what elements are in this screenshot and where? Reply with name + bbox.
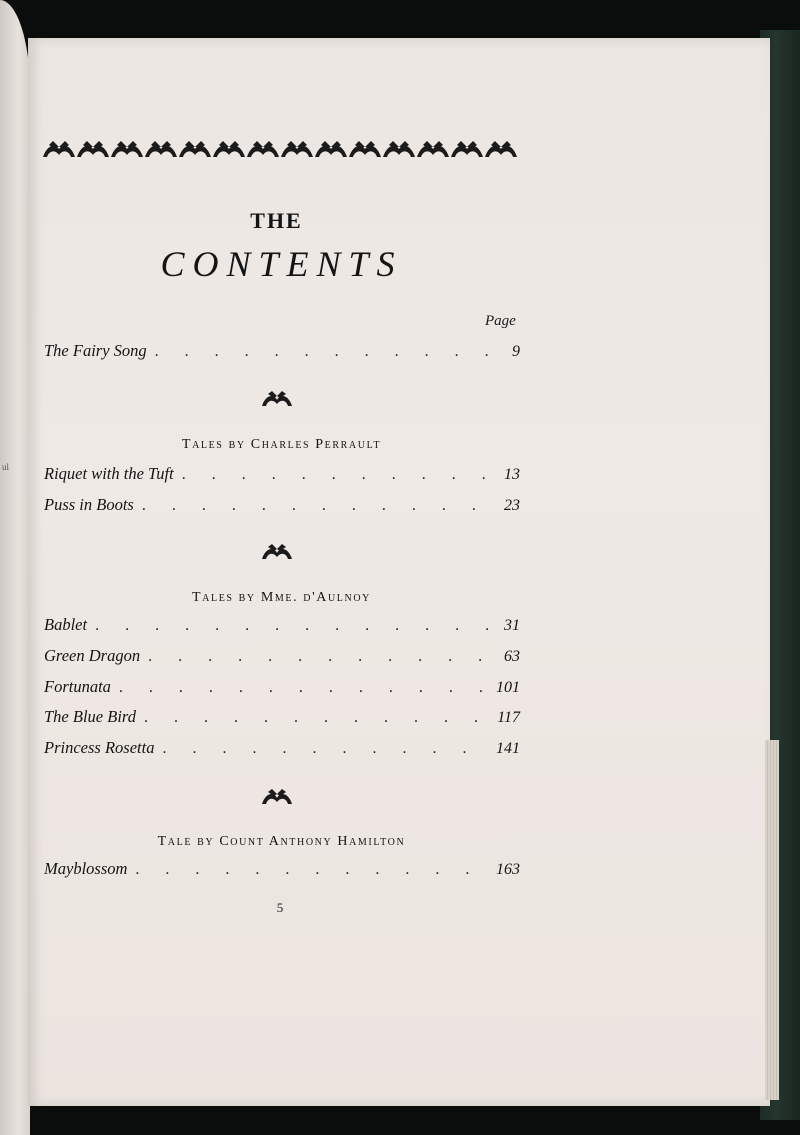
- page-folio-number: 5: [276, 900, 284, 915]
- contents-entry: [44, 738, 520, 764]
- entry-title: Green Dragon: [44, 646, 141, 665]
- border-ornament-motif: [281, 141, 313, 157]
- page-column-label: Page: [485, 313, 516, 329]
- border-ornament-motif: [485, 141, 517, 157]
- border-ornament-motif: [247, 141, 279, 157]
- dot-leader: [119, 679, 488, 697]
- border-ornament-motif: [43, 141, 75, 157]
- section-heading-aulnoy: Tales by Mme. d'Aulnoy: [192, 590, 371, 605]
- contents-entry: [44, 341, 520, 367]
- border-ornament-motif: [383, 141, 415, 157]
- entry-title: The Blue Bird: [44, 707, 136, 726]
- dot-leader: [135, 861, 488, 879]
- entry-title: Bablet: [44, 615, 88, 634]
- entry-page-number: 101: [496, 679, 520, 696]
- contents-entry: [44, 615, 520, 641]
- section-heading-perrault: Tales by Charles Perrault: [181, 437, 382, 452]
- contents-entry: [44, 707, 520, 733]
- dot-leader: [148, 648, 496, 666]
- contents-entry: [44, 859, 520, 885]
- entry-title: Princess Rosetta: [44, 738, 155, 757]
- dot-leader: [155, 343, 504, 361]
- entry-page-number: 13: [504, 466, 520, 483]
- border-ornament-motif: [417, 141, 449, 157]
- border-ornament-motif: [179, 141, 211, 157]
- dot-leader: [182, 466, 496, 484]
- border-ornament-motif: [451, 141, 483, 157]
- facing-page-mark: ul: [2, 462, 10, 472]
- contents-entry: [44, 495, 520, 521]
- contents-entry: [44, 677, 520, 703]
- border-ornament-motif: [145, 141, 177, 157]
- entry-title: Mayblossom: [44, 859, 128, 878]
- contents-page: [28, 38, 770, 1106]
- border-ornament-motif: [349, 141, 381, 157]
- entry-page-number: 31: [504, 617, 520, 634]
- entry-page-number: 63: [504, 648, 520, 665]
- border-ornament-motif: [213, 141, 245, 157]
- fleuron-icon: [260, 543, 294, 561]
- contents-entry: [44, 646, 520, 672]
- dot-leader: [162, 740, 488, 758]
- entry-title: Puss in Boots: [44, 495, 134, 514]
- contents-heading-the: THE: [250, 208, 303, 233]
- dot-leader: [95, 617, 496, 635]
- facing-page-edge: [0, 0, 30, 1135]
- contents-heading: CONTENTS: [160, 244, 403, 284]
- entry-title: The Fairy Song: [44, 341, 147, 360]
- section-heading-hamilton: Tale by Count Anthony Hamilton: [157, 834, 406, 849]
- entry-page-number: 117: [497, 709, 520, 726]
- entry-page-number: 163: [496, 861, 520, 878]
- dot-leader: [142, 497, 496, 515]
- border-ornament-motif: [111, 141, 143, 157]
- dot-leader: [144, 709, 489, 727]
- entry-title: Riquet with the Tuft: [44, 464, 174, 483]
- border-ornament-motif: [77, 141, 109, 157]
- border-ornament-motif: [315, 141, 347, 157]
- entry-page-number: 23: [504, 497, 520, 514]
- fleuron-icon: [260, 390, 294, 408]
- ornamental-border: [41, 137, 519, 159]
- contents-entry: [44, 464, 520, 490]
- page-edges: [765, 740, 779, 1100]
- entry-title: Fortunata: [44, 677, 111, 696]
- entry-page-number: 141: [496, 740, 520, 757]
- fleuron-icon: [260, 788, 294, 806]
- entry-page-number: 9: [512, 343, 520, 360]
